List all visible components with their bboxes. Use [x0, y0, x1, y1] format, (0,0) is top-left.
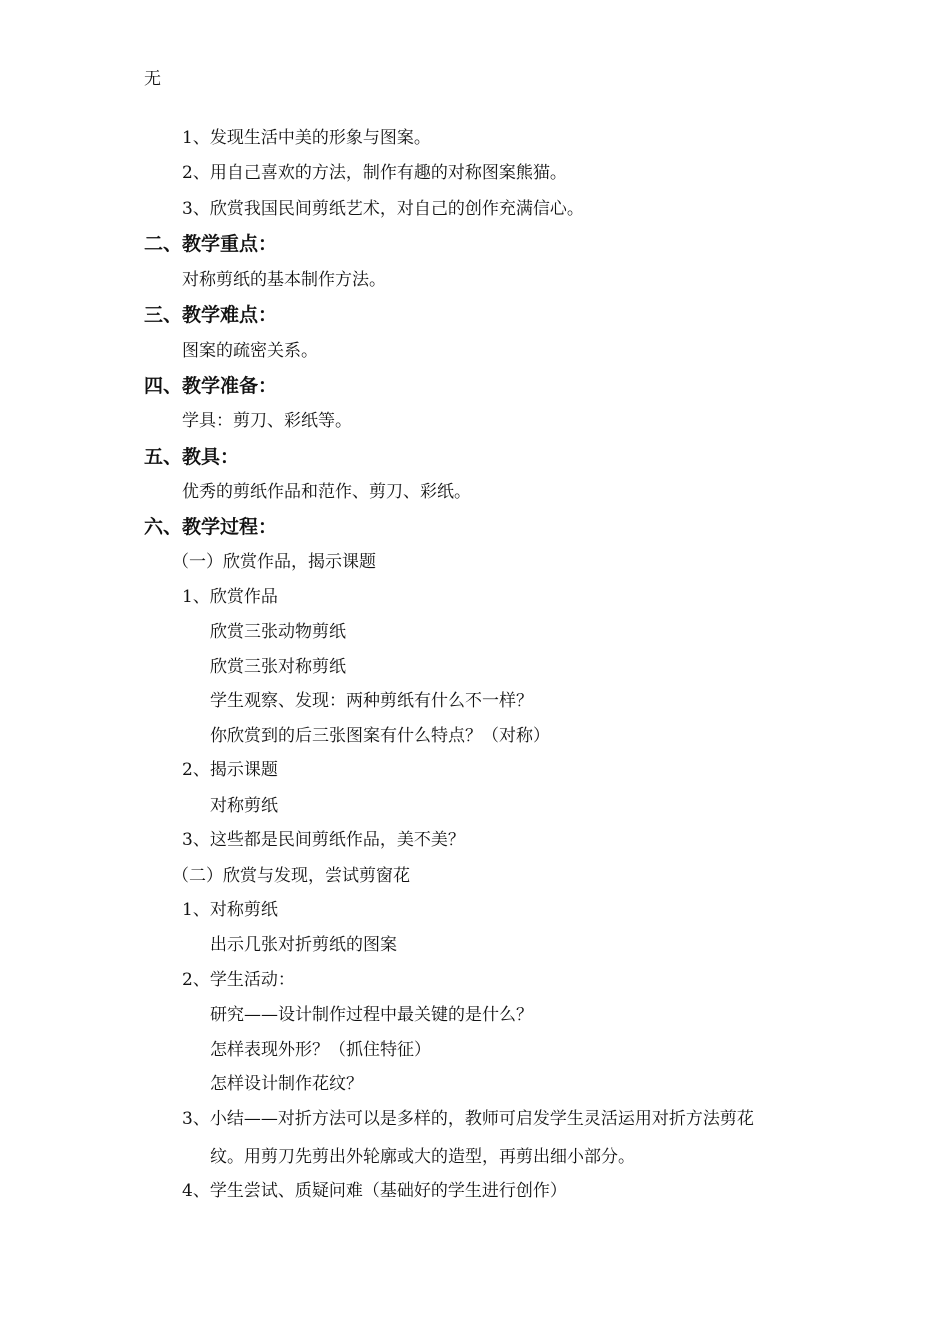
section-heading-preparation: 四、教学准备：: [144, 375, 278, 397]
process-part2-title: （二）欣赏与发现，尝试剪窗花: [172, 866, 410, 886]
process-part1-step1-item: 欣赏三张动物剪纸: [210, 622, 346, 642]
process-part2-step3-line2: 纹。用剪刀先剪出外轮廓或大的造型，再剪出细小部分。: [210, 1147, 635, 1167]
process-part1-step1: 1、欣赏作品: [182, 587, 278, 607]
process-part2-step1: 1、对称剪纸: [182, 900, 278, 920]
process-part1-title: （一）欣赏作品，揭示课题: [172, 552, 376, 572]
teaching-aids-text: 优秀的剪纸作品和范作、剪刀、彩纸。: [182, 482, 471, 502]
process-part2-step2-item: 研究——设计制作过程中最关键的是什么？: [210, 1005, 533, 1025]
key-points-text: 对称剪纸的基本制作方法。: [182, 270, 386, 290]
process-part2-step2-item: 怎样表现外形？（抓住特征）: [210, 1040, 431, 1060]
header-mark: 无: [144, 69, 161, 89]
difficulties-text: 图案的疏密关系。: [182, 341, 318, 361]
process-part2-step4: 4、学生尝试、质疑问难（基础好的学生进行创作）: [182, 1181, 567, 1201]
objective-1: 1、发现生活中美的形象与图案。: [182, 128, 431, 148]
process-part1-step1-item: 学生观察、发现：两种剪纸有什么不一样？: [210, 691, 533, 711]
process-part2-step2: 2、学生活动：: [182, 970, 295, 990]
objective-2: 2、用自己喜欢的方法，制作有趣的对称图案熊猫。: [182, 163, 567, 183]
section-heading-process: 六、教学过程：: [144, 516, 278, 538]
process-part1-step2-item: 对称剪纸: [210, 796, 278, 816]
process-part2-step1-item: 出示几张对折剪纸的图案: [210, 935, 397, 955]
process-part1-step2: 2、揭示课题: [182, 760, 278, 780]
objective-3: 3、欣赏我国民间剪纸艺术，对自己的创作充满信心。: [182, 199, 584, 219]
section-heading-key-points: 二、教学重点：: [144, 233, 278, 255]
section-heading-teaching-aids: 五、教具：: [144, 446, 240, 468]
section-heading-difficulties: 三、教学难点：: [144, 304, 278, 326]
process-part1-step1-item: 你欣赏到的后三张图案有什么特点？（对称）: [210, 726, 550, 746]
process-part2-step3-line1: 3、小结——对折方法可以是多样的，教师可启发学生灵活运用对折方法剪花: [182, 1109, 754, 1129]
preparation-text: 学具：剪刀、彩纸等。: [182, 411, 352, 431]
process-part1-step1-item: 欣赏三张对称剪纸: [210, 657, 346, 677]
process-part1-step3: 3、这些都是民间剪纸作品，美不美？: [182, 830, 465, 850]
process-part2-step2-item: 怎样设计制作花纹？: [210, 1074, 363, 1094]
